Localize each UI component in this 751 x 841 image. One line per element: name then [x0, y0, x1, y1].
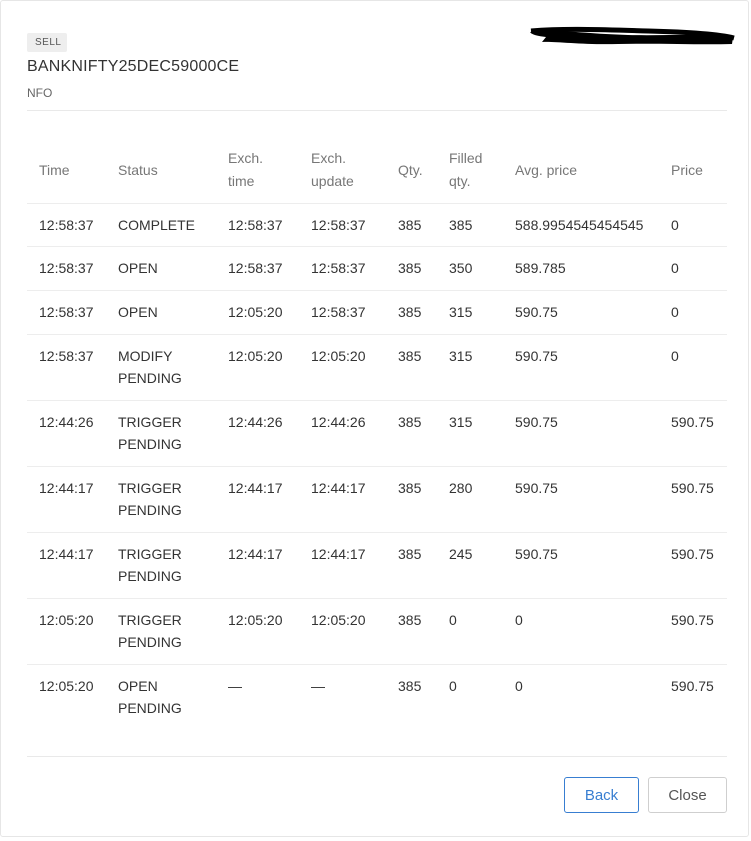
table-row [27, 467, 727, 533]
cell-price: 0 [671, 291, 727, 335]
status-text: PENDING [118, 568, 182, 584]
cell-avg-price: 590.75 [515, 533, 671, 599]
cell-qty: 385 [398, 533, 449, 599]
cell-filled: 350 [449, 247, 515, 291]
cell-avg-price: 590.75 [515, 335, 671, 401]
table-row [27, 533, 727, 599]
order-exchange: NFO [27, 86, 53, 100]
cell-status [118, 247, 228, 291]
cell-exch-time: 12:44:17 [228, 467, 311, 533]
cell-time: 12:44:17 [27, 467, 118, 533]
cell-filled: 280 [449, 467, 515, 533]
cell-exch-update: 12:58:37 [311, 204, 398, 247]
cell-filled: 315 [449, 401, 515, 467]
cell-exch-update: 12:05:20 [311, 335, 398, 401]
cell-price: 0 [671, 247, 727, 291]
column-header-label: Exch. [228, 150, 264, 166]
column-header [27, 143, 118, 204]
cell-filled: 245 [449, 533, 515, 599]
cell-avg-price: 590.75 [515, 401, 671, 467]
cell-price: 590.75 [671, 401, 727, 467]
cell-avg-price: 589.785 [515, 247, 671, 291]
cell-exch-time: — [228, 665, 311, 731]
cell-filled: 315 [449, 291, 515, 335]
column-header-label: time [228, 173, 255, 189]
table-row [27, 401, 727, 467]
cell-time: 12:44:26 [27, 401, 118, 467]
cell-avg-price: 588.9954545454545 [515, 204, 671, 247]
cell-avg-price: 0 [515, 599, 671, 665]
cell-time: 12:58:37 [27, 247, 118, 291]
cell-exch-time: 12:58:37 [228, 204, 311, 247]
header-divider [27, 110, 727, 111]
cell-time: 12:05:20 [27, 665, 118, 731]
cell-exch-time: 12:44:26 [228, 401, 311, 467]
table-row [27, 247, 727, 291]
cell-exch-time: 12:05:20 [228, 291, 311, 335]
cell-qty: 385 [398, 335, 449, 401]
cell-filled: 0 [449, 665, 515, 731]
order-history-table [27, 143, 727, 730]
cell-qty: 385 [398, 204, 449, 247]
cell-price: 590.75 [671, 665, 727, 731]
column-header-label: qty. [449, 173, 471, 189]
column-header-label: Filled [449, 150, 483, 166]
cell-status [118, 291, 228, 335]
column-header [228, 143, 311, 204]
cell-exch-time: 12:58:37 [228, 247, 311, 291]
status-text: PENDING [118, 700, 182, 716]
cell-status [118, 599, 228, 665]
cell-price: 590.75 [671, 467, 727, 533]
table-row [27, 291, 727, 335]
cell-status [118, 204, 228, 247]
cell-price: 590.75 [671, 533, 727, 599]
table-header-row [27, 143, 727, 204]
cell-status [118, 335, 228, 401]
cell-time: 12:05:20 [27, 599, 118, 665]
status-text: TRIGGER [118, 414, 182, 430]
column-header [118, 143, 228, 204]
cell-exch-time: 12:05:20 [228, 335, 311, 401]
cell-exch-update: 12:05:20 [311, 599, 398, 665]
cell-avg-price: 590.75 [515, 467, 671, 533]
redaction-scribble-icon [528, 25, 736, 47]
cell-status [118, 665, 228, 731]
cell-filled: 315 [449, 335, 515, 401]
cell-time: 12:58:37 [27, 204, 118, 247]
cell-exch-time: 12:05:20 [228, 599, 311, 665]
cell-exch-update: 12:58:37 [311, 247, 398, 291]
order-symbol: BANKNIFTY25DEC59000CE [27, 58, 240, 75]
cell-qty: 385 [398, 291, 449, 335]
cell-exch-time: 12:44:17 [228, 533, 311, 599]
table-row [27, 599, 727, 665]
column-header [311, 143, 398, 204]
column-header [398, 143, 449, 204]
column-header-label: Exch. [311, 150, 347, 166]
cell-avg-price: 590.75 [515, 291, 671, 335]
cell-time: 12:44:17 [27, 533, 118, 599]
cell-status [118, 533, 228, 599]
status-text: TRIGGER [118, 546, 182, 562]
cell-price: 0 [671, 204, 727, 247]
status-text: PENDING [118, 370, 182, 386]
cell-qty: 385 [398, 247, 449, 291]
cell-avg-price: 0 [515, 665, 671, 731]
cell-qty: 385 [398, 401, 449, 467]
cell-exch-update: 12:44:17 [311, 533, 398, 599]
close-button[interactable]: Close [648, 777, 727, 813]
cell-status [118, 467, 228, 533]
cell-exch-update: 12:58:37 [311, 291, 398, 335]
cell-filled: 385 [449, 204, 515, 247]
cell-qty: 385 [398, 599, 449, 665]
status-text: OPEN [118, 304, 158, 320]
status-text: COMPLETE [118, 217, 196, 233]
table-body [27, 204, 727, 731]
footer-divider [27, 756, 727, 757]
column-header-label: update [311, 173, 354, 189]
column-header [449, 143, 515, 204]
column-header [515, 143, 671, 204]
status-text: PENDING [118, 436, 182, 452]
cell-price: 0 [671, 335, 727, 401]
status-text: TRIGGER [118, 480, 182, 496]
table-row [27, 335, 727, 401]
column-header-label: Qty. [398, 161, 423, 178]
status-text: TRIGGER [118, 612, 182, 628]
cell-qty: 385 [398, 467, 449, 533]
status-text: PENDING [118, 502, 182, 518]
back-button[interactable]: Back [564, 777, 639, 813]
cell-time: 12:58:37 [27, 335, 118, 401]
cell-status [118, 401, 228, 467]
status-text: PENDING [118, 634, 182, 650]
cell-price: 590.75 [671, 599, 727, 665]
column-header-label: Avg. price [515, 161, 577, 178]
cell-qty: 385 [398, 665, 449, 731]
cell-filled: 0 [449, 599, 515, 665]
column-header [671, 143, 727, 204]
status-text: MODIFY [118, 348, 173, 364]
side-tag: SELL [27, 33, 67, 52]
cell-time: 12:58:37 [27, 291, 118, 335]
table-row [27, 204, 727, 247]
column-header-label: Time [39, 161, 70, 178]
cell-exch-update: 12:44:17 [311, 467, 398, 533]
column-header-label: Price [671, 161, 703, 178]
column-header-label: Status [118, 161, 158, 178]
status-text: OPEN [118, 260, 158, 276]
status-text: OPEN [118, 678, 158, 694]
cell-exch-update: — [311, 665, 398, 731]
table-row [27, 665, 727, 731]
cell-exch-update: 12:44:26 [311, 401, 398, 467]
